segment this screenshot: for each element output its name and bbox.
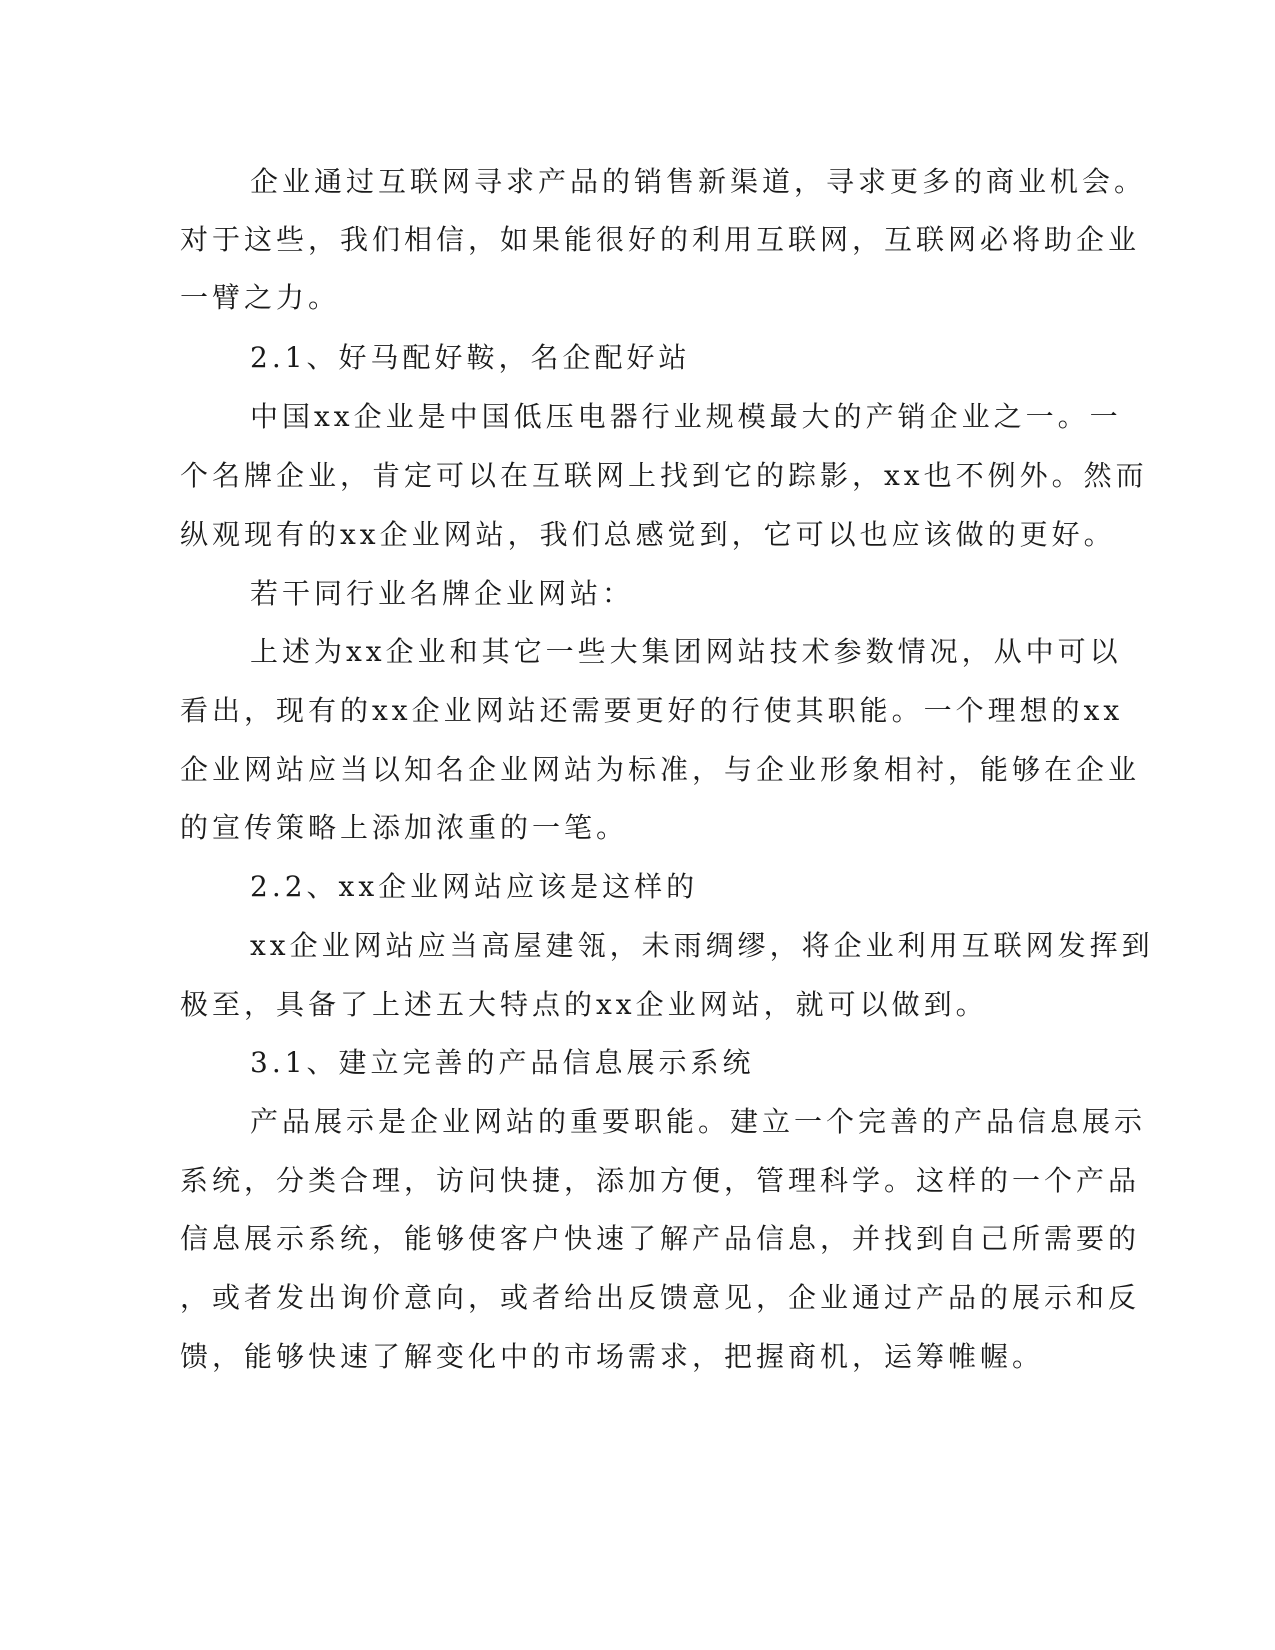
text-line-10: 看出，现有的xx企业网站还需要更好的行使其职能。一个理想的xx (180, 694, 1124, 727)
text-line-5: 中国xx企业是中国低压电器行业规模最大的产销企业之一。一 (250, 400, 1122, 433)
text-line-12: 的宣传策略上添加浓重的一笔。 (180, 811, 629, 844)
text-line-7: 纵观现有的xx企业网站，我们总感觉到，它可以也应该做的更好。 (180, 518, 1116, 551)
text-line-19: 信息展示系统，能够使客户快速了解产品信息，并找到自己所需要的 (180, 1222, 1141, 1255)
text-line-3: 一臂之力。 (180, 281, 341, 314)
section-heading-2-2: 2.2、xx企业网站应该是这样的 (250, 870, 699, 903)
text-line-9: 上述为xx企业和其它一些大集团网站技术参数情况，从中可以 (250, 635, 1122, 668)
text-line-20: ，或者发出询价意向，或者给出反馈意见，企业通过产品的展示和反 (180, 1281, 1141, 1314)
text-line-1: 企业通过互联网寻求产品的销售新渠道，寻求更多的商业机会。 (250, 165, 1147, 198)
section-heading-2-1: 2.1、好马配好鞍，名企配好站 (250, 341, 691, 374)
text-line-6: 个名牌企业，肯定可以在互联网上找到它的踪影，xx也不例外。然而 (180, 459, 1148, 492)
text-line-21: 馈，能够快速了解变化中的市场需求，把握商机，运筹帷幄。 (180, 1340, 1045, 1373)
text-line-8: 若干同行业名牌企业网站： (250, 577, 635, 610)
text-line-11: 企业网站应当以知名企业网站为标准，与企业形象相衬，能够在企业 (180, 753, 1141, 786)
text-line-2: 对于这些，我们相信，如果能很好的利用互联网，互联网必将助企业 (180, 223, 1141, 256)
section-heading-3-1: 3.1、建立完善的产品信息展示系统 (250, 1046, 755, 1079)
text-line-15: 极至，具备了上述五大特点的xx企业网站，就可以做到。 (180, 988, 988, 1021)
text-line-14: xx企业网站应当高屋建瓴，未雨绸缪，将企业利用互联网发挥到 (250, 929, 1154, 962)
text-line-18: 系统，分类合理，访问快捷，添加方便，管理科学。这样的一个产品 (180, 1164, 1141, 1197)
text-line-17: 产品展示是企业网站的重要职能。建立一个完善的产品信息展示 (250, 1105, 1147, 1138)
